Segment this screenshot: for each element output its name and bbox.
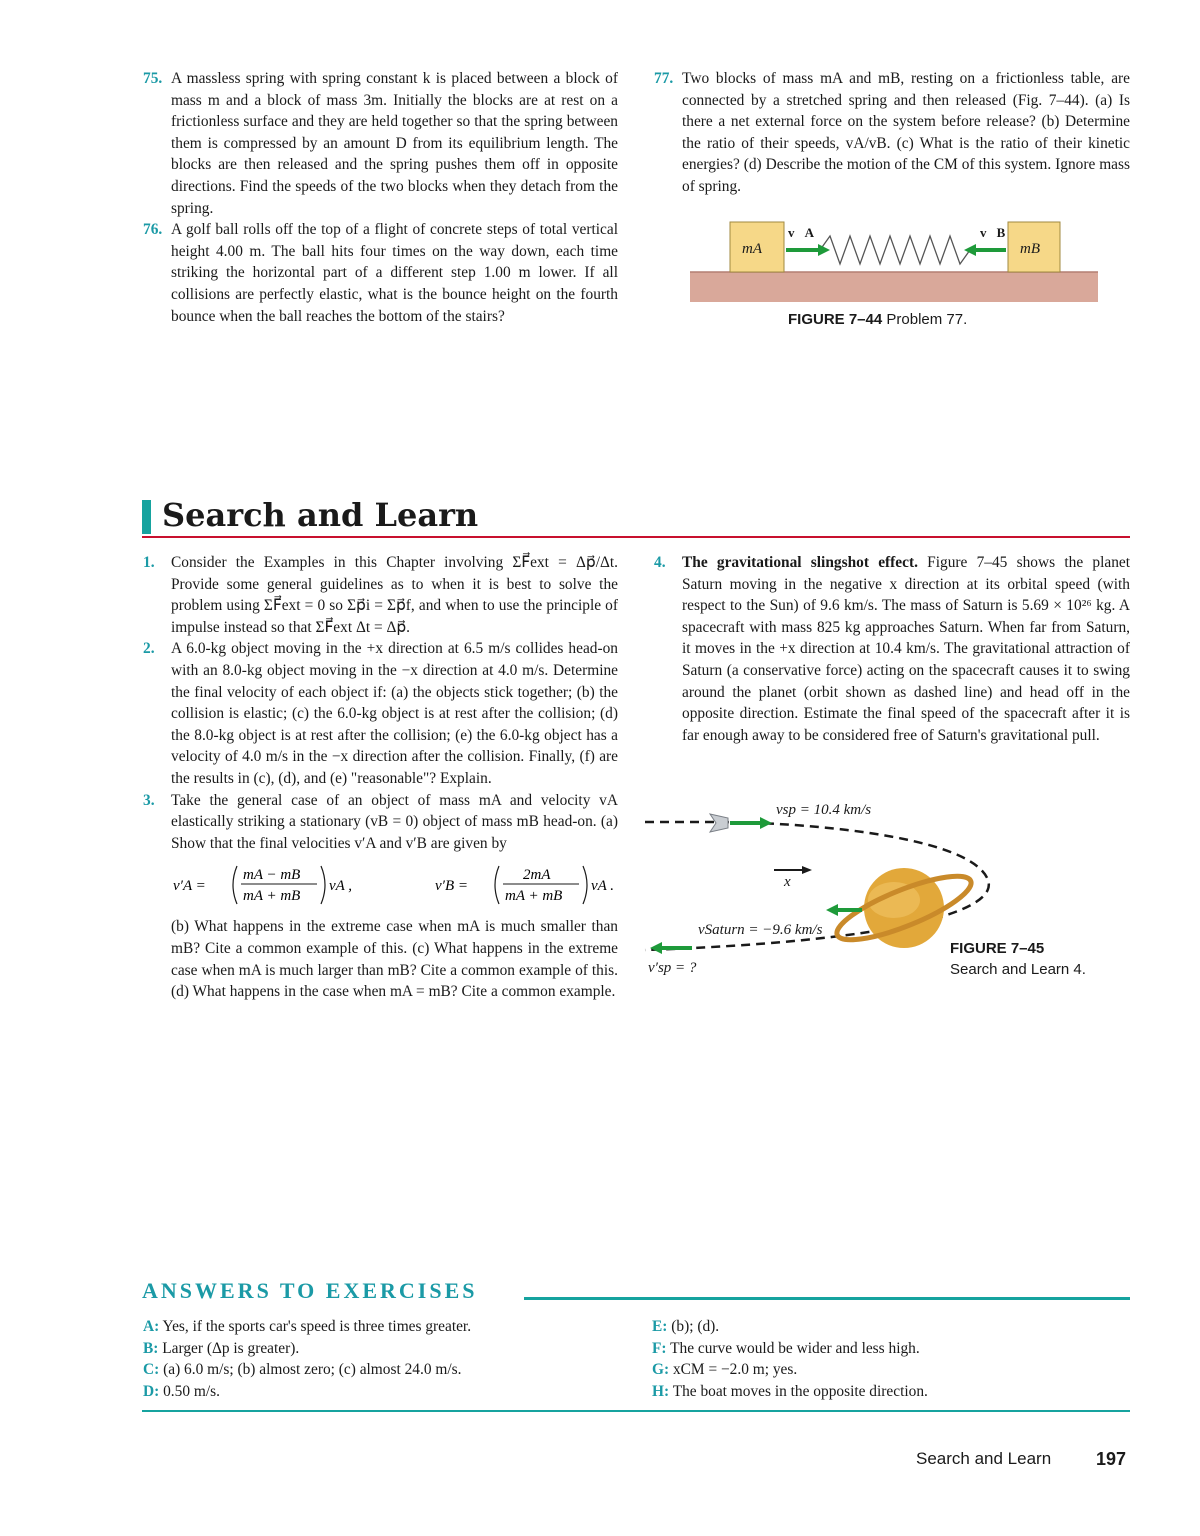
problem-number: 2. [143,640,155,658]
problem-lead: The gravitational slingshot effect. [682,554,918,571]
problem-number: 75. [143,70,163,87]
answer-item [143,1359,623,1381]
formula-graphic [171,860,618,910]
problem-body: Figure 7–45 shows the planet Saturn moving in the negative x direction at its orbital speed (with respect to the Sun) of 9.6 km/s. The mass of Saturn is 5.69 × 10²⁶ kg. A spacecraft with mass 825 kg approaches Saturn. When far from Saturn, it moves in the +x direction at 10.4 km/s. The gravitational attraction of Saturn (a conservative force) acting on the spacecraft causes it to swing around the planet (orbit shown as dashed line) and head off in the opposite direction. Estimate the final speed of the spacecraft after it is far enough away to be considered free of Saturn's gravitational pull. [682,554,1130,744]
label-v-saturn: vSaturn = −9.6 km/s [698,922,823,938]
problem-text: Two blocks of mass mA and mB, resting on a frictionless table, are connected by a stretched spring and then released (Fig. 7–44). (a) Is there a net external force on the system before release? (b) Determine the ratio of their speeds, vA/vB. (c) What is the ratio of their kinetic energies? (d) Describe the motion of the CM of this system. Ignore mass of spring. [682,70,1130,195]
answers-column-right [652,1316,1130,1402]
label-vec-a: v⃗A [788,225,814,240]
answer-text: Larger (Δp is greater). [162,1339,300,1357]
search-learn-column-left [143,552,618,1003]
answer-text: Yes, if the sports car's speed is three times greater. [162,1318,472,1335]
problem-number: 76. [143,221,163,239]
caption-label: FIGURE 7–44 [788,311,883,328]
search-learn-3 [143,790,618,1003]
search-learn-1 [143,552,618,638]
page-number: 197 [1096,1449,1127,1469]
answer-item [652,1316,1130,1338]
problem-text: Consider the Examples in this Chapter involving ΣF⃗ext = Δp⃗/Δt. Provide some general guidelines as to when it is best to solve the problem using ΣF⃗ext = 0 so Σp⃗i = Σp⃗f, and when to use the principle of impulse instead so that ΣF⃗ext Δt = Δp⃗. [171,554,618,636]
section-title: Search and Learn [162,496,479,534]
answer-item [143,1338,623,1360]
answer-text: xCM = −2.0 m; yes. [672,1361,798,1379]
answer-text: The curve would be wider and less high. [670,1339,920,1357]
label-block-b: mB [1020,241,1040,257]
spring [820,236,970,264]
search-learn-column-right [654,552,1130,746]
figure-7-44-caption [788,311,967,328]
answers-rule [524,1297,1130,1300]
problems-column-top-right [654,68,1130,198]
answer-key: D: [143,1382,160,1400]
table-surface [690,272,1098,302]
answer-key: G: [652,1361,670,1379]
answers-bottom-rule [142,1410,1130,1412]
section-heading [142,496,1130,538]
answers-title: ANSWERS TO EXERCISES [142,1278,478,1303]
problem-number: 3. [143,791,155,809]
label-x: x [784,874,791,890]
problem-number: 77. [654,70,674,87]
arrow-va-head [818,244,830,256]
formula-tail-a: vA , [329,878,353,895]
answer-item [143,1381,623,1403]
problem-number: 1. [143,554,155,571]
problem-text: Take the general case of an object of mass mA and velocity vA elastically striking a stationary (vB = 0) object of mass mB head-on. (a) Show that the final velocities v′A and v′B are given by [171,791,618,852]
answers-column-left [143,1316,623,1402]
formula-den-a: mA + mB [243,888,301,905]
answer-text: (b); (d). [671,1318,720,1335]
answer-key: C: [143,1361,160,1379]
arrow-vsaturn-head [826,904,838,916]
label-vec-b: v⃗B [980,225,1006,240]
problem-number: 4. [654,554,666,571]
formula-den-b: mA + mB [505,888,563,905]
heading-accent-bar [142,500,151,534]
figure-7-44 [690,212,1100,304]
search-learn-2 [143,638,618,789]
answer-key: H: [652,1382,670,1400]
answer-item [652,1359,1130,1381]
formula-num-b: 2mA [523,867,551,884]
problem-76 [143,219,618,327]
arrow-vsp-head [760,817,772,829]
formula-tail-b: vA . [591,878,615,895]
problem-77 [654,68,1130,198]
running-footer-label: Search and Learn [916,1449,1052,1468]
answer-item [652,1381,1130,1403]
problem-text [682,552,1130,746]
formula-lhs-a: v′A = [173,878,206,895]
arrow-vsp-prime-head [650,942,662,954]
answer-text: 0.50 m/s. [163,1382,220,1400]
figure-7-45-caption [950,938,1086,980]
heading-rule [142,536,1130,538]
problem-75 [143,68,618,219]
problems-column-top-left [143,68,618,327]
formula-lhs-b: v′B = [435,878,468,895]
paren-right-b [583,866,587,904]
answer-key: B: [143,1339,159,1357]
answer-item [652,1338,1130,1360]
answer-item [143,1316,623,1338]
final-velocity-formula [171,860,618,910]
answer-key: E: [652,1318,668,1335]
arrow-vb-head [964,244,976,256]
answer-text: (a) 6.0 m/s; (b) almost zero; (c) almost 24.0 m/s. [163,1361,462,1379]
label-v-sp: vsp = 10.4 km/s [776,802,872,818]
problem-text: A 6.0-kg object moving in the +x direction at 6.5 m/s collides head-on with an 8.0-kg object moving in the −x direction at 4.0 m/s. Determine the final velocity of each object if: (a) the objects stick together; (b) the collision is elastic; (c) the 6.0-kg object is at rest after the collision; (d) the 8.0-kg object is at rest after the collision; (e) the 6.0-kg object has a velocity of 4.0 m/s in the −x direction after the collision. Finally, (f) are the results in (c), (d), and (e) "reasonable"? Explain. [171,640,618,787]
label-v-sp-prime: v′sp = ? [648,960,697,976]
answer-key: F: [652,1339,667,1357]
caption-label: FIGURE 7–45 [950,940,1045,957]
label-block-a: mA [742,241,762,257]
answer-key: A: [143,1318,160,1335]
problem-text: A massless spring with spring constant k is placed between a block of mass m and a block of mass 3m. Initially the blocks are at rest on a frictionless surface and they are held together so that the spring between them is compressed by an amount D from its equilibrium length. The blocks are then released and the spring pushes them off in opposite directions. Find the speeds of the two blocks when they detach from the spring. [171,70,618,217]
caption-text: Search and Learn 4. [950,961,1086,978]
formula-num-a: mA − mB [243,867,301,884]
paren-right-a [321,866,325,904]
problem-text: A golf ball rolls off the top of a flight of concrete steps of total vertical height 4.00 m. The ball hits four times on the way down, each time striking the horizontal part of a different step 1.00 m lower. If all collisions are perfectly elastic, what is the bounce height on the fourth bounce when the ball reaches the bottom of the stairs? [171,221,618,325]
paren-left-b [495,866,499,904]
paren-left-a [233,866,237,904]
caption-text: Problem 77. [886,311,968,328]
answer-text: The boat moves in the opposite direction. [672,1382,928,1400]
search-learn-4 [654,552,1130,746]
x-axis-arrowhead [802,866,812,874]
problem-text-continued: (b) What happens in the extreme case when mA is much smaller than mB? Cite a common example of this. (c) What happens in the extreme case when mA is much larger than mB? Cite a common example of this. (d) What happens in the case when mA = mB? Cite a common example. [171,918,618,1001]
